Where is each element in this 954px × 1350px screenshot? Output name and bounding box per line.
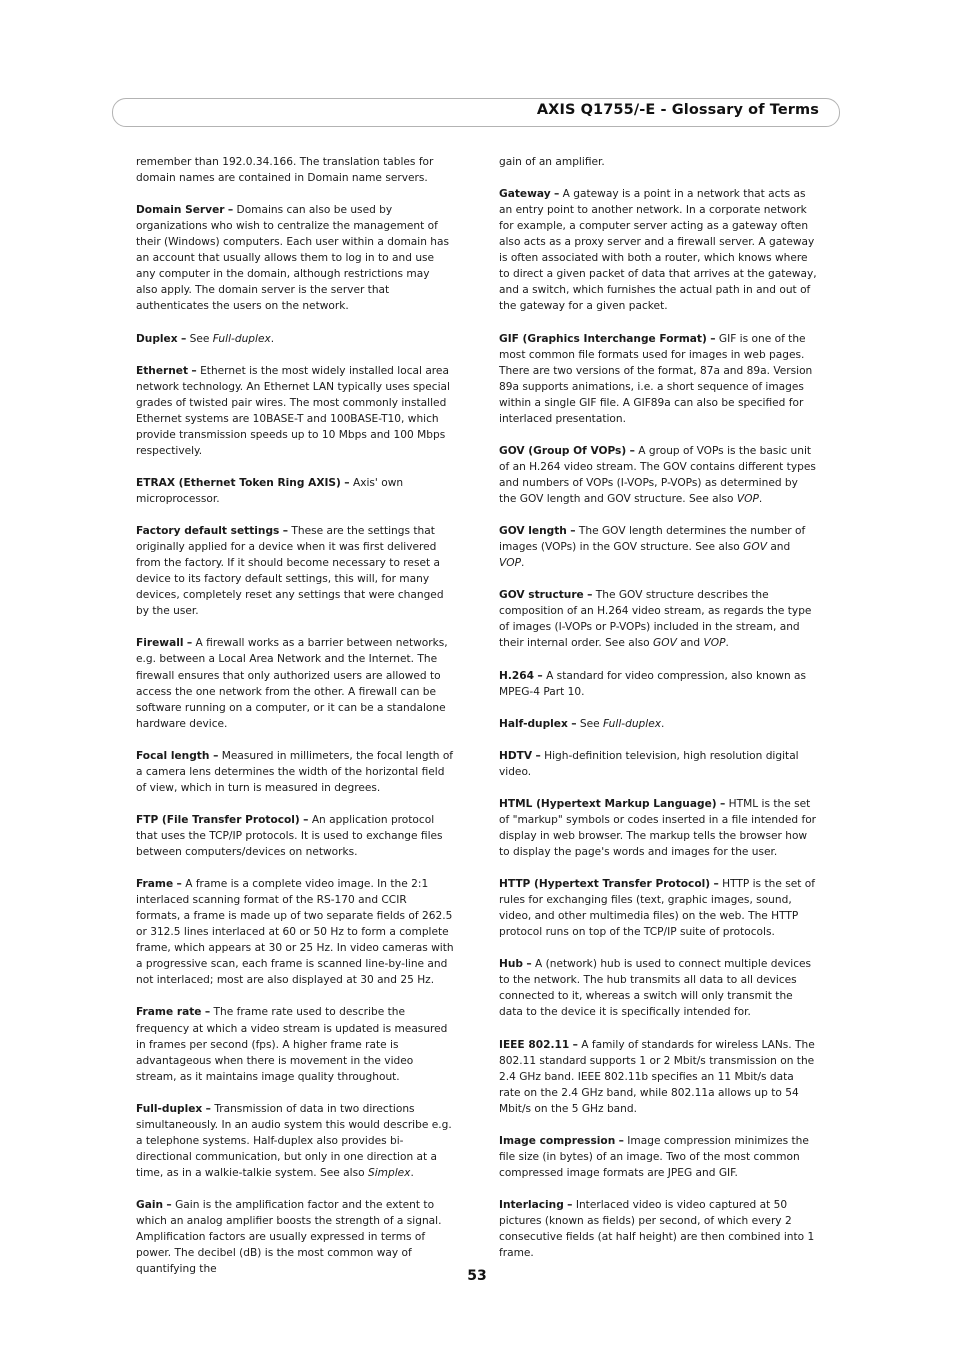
glossary-entry — [499, 523, 817, 571]
glossary-entry — [136, 202, 454, 314]
glossary-entry — [136, 523, 454, 619]
glossary-term: Image compression — [499, 1134, 616, 1147]
term-separator: – — [176, 878, 182, 891]
glossary-definition: A (network) hub is used to connect multiple devices to the network. The hub transmits all data to all devices connected to it, whereas a switch will only transmit the data to the device it is specifically intended for. — [499, 958, 812, 1019]
glossary-definition: HTTP is the set of rules for exchanging files (text, graphic images, sound, video, and other multimedia files) on the web. The HTTP protocol runs on top of the TCP/IP suite of protocols. — [499, 878, 815, 939]
glossary-entry — [499, 748, 817, 780]
glossary-definition: HTML is the set of "markup" symbols or codes inserted in a file intended for display in web browser. The markup tells the browser how to display the page's words and images for the user. — [499, 797, 817, 859]
sentence-end: . — [270, 332, 275, 345]
sentence-end: . — [520, 557, 525, 570]
glossary-entry — [499, 154, 817, 170]
glossary-entry — [136, 876, 454, 988]
term-separator: – — [204, 1006, 211, 1019]
glossary-definition: A gateway is a point in a network that acts as an entry point to another network. In a corporate network for example, a computer server acting as a gateway often also acts as a proxy server and a firewall server. A gateway is often associated with both a router, which knows where to direct a given packet of data that arrives at the gateway, and a switch, which furnishes the actual path in and out of the gateway for a given packet. — [499, 188, 817, 313]
cross-reference: GOV — [743, 541, 767, 554]
glossary-term: Firewall — [136, 637, 184, 650]
cross-reference: VOP — [736, 492, 759, 505]
cross-reference: Simplex — [367, 1166, 411, 1179]
term-separator: – — [186, 637, 193, 650]
glossary-definition: Gain is the amplification factor and the extent to which an analog amplifier boosts the strength of a signal. Amplification factors are usually expressed in terms of power. The decibel (dB) is the most common way of quantifying the — [136, 1199, 442, 1276]
glossary-definition: See — [579, 717, 600, 730]
glossary-term: Frame rate — [136, 1006, 202, 1019]
glossary-term: HTML (Hypertext Markup Language) — [499, 797, 717, 810]
left-column — [136, 154, 454, 1293]
page-number: 53 — [467, 1268, 487, 1284]
glossary-definition: A group of VOPs is the basic unit of an H.264 video stream. The GOV contains different types and numbers of VOPs (I-VOPs, P-VOPs) as determined by the GOV length and GOV structure. See also — [499, 444, 816, 505]
term-separator: – — [282, 525, 289, 538]
glossary-term: Ethernet — [136, 364, 189, 377]
term-separator: – — [572, 1038, 578, 1051]
cross-reference: Full-duplex — [603, 717, 661, 730]
glossary-term: Domain Server — [136, 204, 225, 217]
sentence-end: . — [661, 717, 665, 730]
glossary-term: Gain — [136, 1199, 164, 1212]
glossary-definition: See — [189, 332, 210, 345]
term-separator: – — [166, 1199, 172, 1212]
term-separator: – — [553, 188, 560, 201]
reference-joiner: and — [680, 637, 701, 650]
glossary-entry — [499, 796, 817, 860]
term-separator: – — [180, 332, 187, 345]
glossary-entry — [136, 154, 454, 186]
glossary-definition: An application protocol that uses the TCP/IP protocols. It is used to exchange files between computers/devices on networks. — [136, 813, 443, 859]
page-title: AXIS Q1755/-E - Glossary of Terms — [536, 102, 819, 118]
glossary-term: HDTV — [499, 749, 533, 762]
term-separator: – — [205, 1102, 211, 1115]
glossary-entry — [136, 363, 454, 459]
glossary-entry — [499, 186, 817, 314]
header-bar — [112, 98, 840, 127]
glossary-entry — [136, 475, 454, 507]
glossary-term: Hub — [499, 958, 523, 971]
glossary-term: IEEE 802.11 — [499, 1038, 570, 1051]
term-separator: – — [710, 332, 716, 345]
glossary-entry — [499, 331, 817, 427]
glossary-entry — [499, 668, 817, 700]
cross-reference: GOV — [653, 637, 677, 650]
glossary-term: HTTP (Hypertext Transfer Protocol) — [499, 878, 711, 891]
term-separator: – — [587, 589, 593, 602]
cross-reference: VOP — [703, 637, 726, 650]
glossary-entry — [136, 748, 454, 796]
glossary-term: Focal length — [136, 749, 214, 762]
glossary-entry — [499, 587, 817, 651]
glossary-definition: Transmission of data in two directions simultaneously. In an audio system this would describe e.g. a telephone systems. Half-duplex also provides bi-directional communication, but only in one direction at a time, as in a walkie-talkie system. See also — [136, 1102, 452, 1179]
term-separator: – — [213, 749, 219, 762]
glossary-term: Gateway — [499, 188, 551, 201]
glossary-term: FTP (File Transfer Protocol) — [136, 813, 300, 826]
reference-joiner: and — [770, 541, 791, 554]
glossary-definition: These are the settings that originally applied for a device when it was first delivered from the factory. If it should become necessary to reset a device to its factory default settings, this will, for many devices, completely reset any settings that were changed by the user. — [136, 525, 444, 618]
glossary-term: GOV (Group Of VOPs) — [499, 444, 627, 457]
glossary-definition: Image compression minimizes the file size (in bytes) of an image. Two of the most common compressed image formats are JPEG and GIF. — [499, 1134, 809, 1179]
glossary-term: Duplex — [136, 332, 178, 345]
cross-reference: Full-duplex — [212, 332, 271, 345]
glossary-term: H.264 — [499, 669, 535, 682]
term-separator: – — [191, 364, 197, 377]
glossary-entry — [136, 812, 454, 860]
glossary-term: GOV structure — [499, 589, 584, 602]
sentence-end: . — [410, 1166, 414, 1179]
glossary-definition: Interlaced video is video captured at 50 pictures (known as fields) per second, of which every 2 consecutive fields (at half height) are then combined into 1 frame. — [499, 1199, 815, 1260]
glossary-entry — [499, 443, 817, 507]
glossary-definition: remember than 192.0.34.166. The translation tables for domain names are contained in Domain name servers. — [136, 156, 434, 185]
glossary-entry — [136, 635, 454, 731]
term-separator: – — [303, 813, 309, 826]
cross-reference: VOP — [499, 557, 521, 570]
glossary-definition: High-definition television, high resolution digital video. — [499, 749, 799, 778]
glossary-definition: Ethernet is the most widely installed local area network technology. An Ethernet LAN typically uses special grades of twisted pair wires. The most commonly installed Ethernet systems are 10BASE-T and 100BASE-T10, which provide transmission speeds up to 10 Mbps and 100 Mbps respectively. — [136, 364, 450, 457]
glossary-term: Factory default settings — [136, 525, 280, 538]
glossary-definition: The frame rate used to describe the frequency at which a video stream is updated is measured in frames per second (fps). A higher frame rate is advantageous when there is movement in the video stream, as it maintains image quality throughout. — [136, 1006, 448, 1083]
glossary-definition: The GOV length determines the number of images (VOPs) in the GOV structure. See also — [499, 525, 806, 554]
term-separator: – — [535, 749, 541, 762]
sentence-end: . — [758, 492, 763, 505]
term-separator: – — [567, 1199, 573, 1212]
glossary-entry — [136, 1101, 454, 1181]
glossary-entry — [499, 876, 817, 940]
term-separator: – — [344, 476, 350, 489]
glossary-definition: gain of an amplifier. — [499, 156, 605, 168]
term-separator: – — [720, 797, 726, 810]
right-column — [499, 154, 817, 1277]
glossary-term: GOV length — [499, 525, 567, 538]
term-separator: – — [571, 717, 577, 730]
term-separator: – — [526, 958, 532, 971]
term-separator: – — [537, 669, 543, 682]
glossary-term: GIF (Graphics Interchange Format) — [499, 332, 707, 345]
glossary-definition: Measured in millimeters, the focal length of a camera lens determines the width of the horizontal field of view, which in turn is measured in degrees. — [136, 749, 454, 794]
term-separator: – — [713, 878, 719, 891]
glossary-definition: Domains can also be used by organizations who wish to centralize the management of their (Windows) computers. Each user within a domain has an account that usually allows them to log in to and use any computer in the domain, although restrictions may also apply. The domain server is the server that authenticates the users on the network. — [136, 204, 450, 313]
glossary-term: Half-duplex — [499, 717, 568, 730]
glossary-entry — [136, 1004, 454, 1084]
glossary-definition: A standard for video compression, also known as MPEG-4 Part 10. — [499, 669, 807, 698]
glossary-entry — [136, 1197, 454, 1277]
glossary-entry — [499, 1037, 817, 1117]
term-separator: – — [618, 1134, 624, 1147]
glossary-definition: A family of standards for wireless LANs. The 802.11 standard supports 1 or 2 Mbit/s transmission on the 2.4 GHz band. IEEE 802.11b specifies an 11 Mbit/s data rate on the 2.4 GHz band, while 802.11a allows up to 54 Mbit/s on the 5 GHz band. — [499, 1038, 815, 1115]
sentence-end: . — [725, 637, 729, 650]
glossary-term: ETRAX (Ethernet Token Ring AXIS) — [136, 476, 341, 489]
glossary-entry — [499, 1197, 817, 1261]
glossary-entry — [499, 956, 817, 1020]
term-separator: – — [227, 204, 234, 217]
glossary-definition: A firewall works as a barrier between networks, e.g. between a Local Area Network and the Internet. The firewall ensures that only authorized users are allowed to access the one network from the other. A firewall can be software running on a computer, or it can be a standalone hardware device. — [136, 637, 448, 730]
glossary-definition: GIF is one of the most common file formats used for images in web pages. There are two versions of the format, 87a and 89a. Version 89a supports animations, i.e. a short sequence of images within a single GIF file. A GIF89a can also be specified for interlaced presentation. — [499, 332, 813, 425]
term-separator: – — [629, 444, 635, 457]
glossary-term: Full-duplex — [136, 1102, 203, 1115]
glossary-entry — [499, 1133, 817, 1181]
glossary-entry — [136, 331, 454, 347]
glossary-definition: Axis' own microprocessor. — [136, 476, 404, 505]
glossary-term: Interlacing — [499, 1199, 564, 1212]
glossary-entry — [499, 716, 817, 732]
glossary-term: Frame — [136, 878, 174, 891]
glossary-definition: The GOV structure describes the composition of an H.264 video stream, as regards the type of images (I-VOPs or P-VOPs) included in the stream, and their internal order. See also — [499, 589, 812, 650]
term-separator: – — [570, 525, 576, 538]
glossary-definition: A frame is a complete video image. In the 2:1 interlaced scanning format of the RS-170 and CCIR formats, a frame is made up of two separate fields of 262.5 or 312.5 lines interlaced at 60 or 50 Hz to form a complete frame, which appears at 30 or 25 Hz. In video cameras with a progressive scan, each frame is scanned line-by-line and not interlaced; most are also displayed at 30 and 25 Hz. — [136, 878, 454, 987]
